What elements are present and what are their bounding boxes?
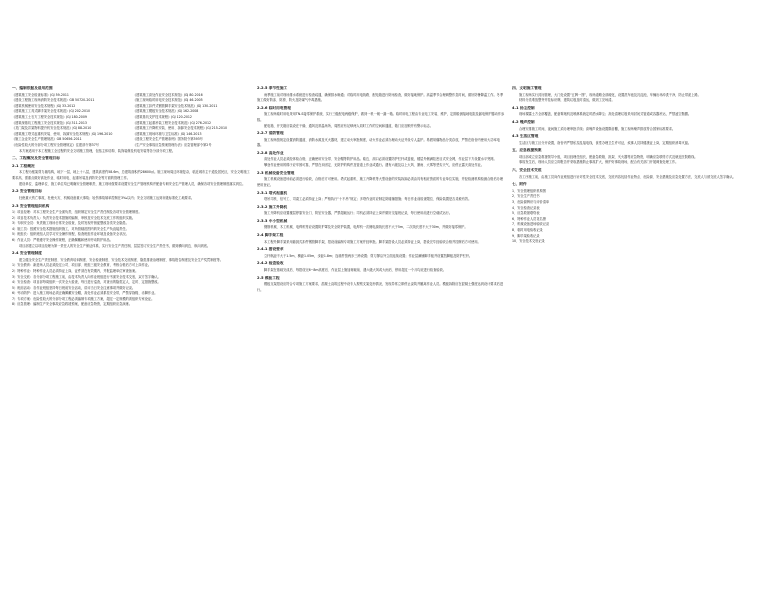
attachment-item: 9、脚手架验收记录 — [512, 233, 540, 238]
subsection-heading: 2.3 安全管理组织机构 — [12, 203, 50, 208]
paragraph: 立杆纵距不大于1.5m，横距1.05m，步距1.8m；连墙件按两步三跨设置；剪刀撑沿外立面连续设置；作业层满铺脚手板并设置挡脚板及防护栏杆。 — [264, 253, 473, 258]
section-heading: 七、附件 — [512, 182, 527, 187]
paragraph: 施工现场实行封闭管理，大门处设置“五牌一图”，现场道路全部硬化，设置洗车池及沉淀池，车辆出场冲洗干净，防止带泥上路。 — [519, 92, 701, 97]
standard-item: 《建设工程安全生产管理条例》国务院令第393号 — [133, 137, 203, 142]
standard-item: 《建筑施工升降机安装、使用、拆卸安全技术规程》JGJ 215-2010 — [133, 126, 228, 131]
section-heading: 2.4 脚手架工程 — [257, 233, 284, 238]
measure-item: 2）特种作业：特种作业人员必须持证上岗，证件须在有效期内，并报监理单位审查备案。 — [12, 268, 139, 273]
attachment-item: 1、安全管理组织机构图 — [512, 188, 546, 193]
org-item: 4）施工员：按照安全技术措施组织施工，对所管辖范围内的安全生产负直接责任。 — [12, 226, 129, 231]
section-heading: 一、编制依据及适用范围 — [12, 86, 53, 91]
subsection-heading: 2.2.5 季节性施工 — [257, 86, 288, 91]
standard-item: 《建筑施工高处作业安全技术规范》JGJ 80-2016 — [133, 92, 203, 97]
document-column-middle — [257, 84, 505, 293]
paragraph: 杜绝重大伤亡事故，杜绝火灾、机械设备重大事故；轻伤事故频率控制在3‰以内；安全文明施工达到市级标准化工地要求。 — [19, 195, 195, 200]
section-heading: 六、安全技术交底 — [512, 168, 542, 173]
attachment-item: 2、安全生产责任书 — [512, 194, 540, 199]
subsection-heading: 2.3.2 施工升降机 — [257, 204, 288, 209]
org-item: 3）专职安全员：负责施工现场日常安全检查，及时发现并督促整改各类安全隐患。 — [12, 221, 129, 226]
standard-item: 《建筑施工起重吊装工程安全技术规范》JGJ 276-2012 — [133, 120, 212, 125]
standard-item: 《生产安全事故应急预案管理办法》应急管理部令第2号 — [133, 142, 212, 147]
attachment-item: 6、特种作业人员花名册 — [512, 216, 546, 221]
paragraph: 项目部建立以项目经理为第一责任人的安全生产保证体系，实行安全生产责任制，层层签订安全生产责任书，做到横向到边、纵向到底。 — [19, 243, 211, 248]
section-heading: 2.5 模板工程 — [257, 275, 280, 280]
standard-item: 《建筑施工工具式脚手架安全技术规范》JGJ 202-2010 — [12, 109, 91, 114]
subsection-heading: 2.2.7 消防管理 — [257, 131, 284, 136]
subsection-heading: 2.4.1 搭设要求 — [257, 247, 284, 252]
measure-item: 5）班前活动：各作业班组坚持每日班前安全活动，讲评当日安全注意事项并做好记录。 — [12, 285, 136, 290]
document-column-right — [512, 84, 750, 245]
standard-item: 《建筑施工扣件式钢管脚手架安全技术规范》JGJ 130-2011 — [133, 103, 218, 108]
paragraph: 本工程外脚手架采用悬挑式扣件钢管脚手架，搭设前编制专项施工方案并经审批。脚手架搭设人员必须持证上岗，搭设完毕经验收合格并挂牌后方可使用。 — [264, 239, 481, 244]
subsection-heading: 2.4.2 检查验收 — [257, 261, 284, 266]
standard-item: 《建筑机械使用安全技术规程》JGJ 33-2012 — [12, 103, 76, 108]
paragraph: 施工升降机应设置楼层停靠安全门、防坠安全器，严禁超载运行；司机必须持证上岗并做好交接班记录，每日使用前进行空载试运行。 — [264, 211, 453, 216]
measure-item: 7）专项方案：危险性较大的分部分项工程必须编制专项施工方案，超过一定规模的须组织专家论证。 — [12, 296, 155, 301]
paragraph: 本方案适用于本工程施工全过程的安全文明施工管理，包括主体结构、装饰装修及机电安装等各分部分项工程。 — [19, 148, 176, 153]
subsection-heading: 4.3 生活区管理 — [512, 134, 539, 139]
paragraph: 攀登作业使用的梯子应牢固可靠，严禁在未固定、无防护的构件及管道上作业或通行。遇有六级及以上大风、暴雨、大雾等恶劣天气，应停止露天高处作业。 — [264, 163, 484, 168]
attachment-item: 4、安全检查记录表 — [512, 205, 540, 210]
paragraph: 生活区与施工区分开设置，宿舍内严禁私拉乱接电线，食堂办理卫生许可证，炊事人员持健康证上岗，定期组织消毒灭鼠。 — [519, 140, 692, 145]
org-item: 1）项目经理：对本工程安全生产全面负责，组织制定安全生产责任制及各项安全管理制度。 — [12, 210, 142, 214]
standards-list — [12, 93, 250, 149]
subsection-heading: 2.4 安全管理制度 — [12, 251, 42, 256]
subsection-heading: 4.1 扬尘控制 — [512, 105, 535, 110]
standard-item: 《建设工程施工现场消防安全技术规范》GB 50720-2011 — [12, 98, 95, 103]
section-heading: 2.3 机械设备安全管理 — [257, 170, 295, 175]
org-item: 5）班组长：组织班组人员学习安全操作规程，检查班组作业环境及设备安全状况。 — [12, 232, 129, 237]
standard-item: 《建筑基坑支护技术规程》JGJ 120-2012 — [133, 114, 192, 119]
measure-item: 3）安全交底：各分部分项工程施工前，由技术负责人向作业班组进行书面安全技术交底，双方签字确认。 — [12, 274, 161, 279]
subsection-heading: 2.3.1 塔式起重机 — [257, 190, 288, 195]
paragraph: 模板支架搭设应符合专项施工方案要求，混凝土浇筑过程中设专人观察支架变形情况，发现异常立即停止浇筑并撤离作业人员。模板拆除应在混凝土强度达到设计要求后进行。 — [257, 282, 504, 292]
paragraph: 钢筋机械、木工机械、电焊机等应设置防护罩及安全防护装置，电焊机一次侧电源线长度不大于5m，二次线长度不大于30m，并做好接零保护。 — [264, 225, 468, 230]
standard-item: 《建筑施工塔式起重机安装、使用、拆卸安全技术规程》JGJ 196-2010 — [12, 131, 113, 136]
attachment-item: 8、临时用电验收记录 — [512, 227, 543, 232]
measure-item: 6）劳动防护：进入施工现场必须正确佩戴安全帽，高处作业必须系挂安全带，严禁穿拖鞋、赤脚作业。 — [12, 291, 158, 296]
standard-item: 《建筑深基坑工程施工安全技术规范》JGJ 311-2013 — [12, 120, 87, 125]
attachment-item: 7、机械设备进场验收记录 — [512, 222, 550, 227]
subsection-heading: 2.3.3 中小型机械 — [257, 218, 288, 223]
subsection-heading: 2.2.8 高处作业 — [257, 151, 284, 156]
paragraph: 雨季施工前对现场排水系统进行检查疏通，确保排水畅通；对临时用电线路、配电箱进行防雨检查，做好接地保护。高温季节合理调整作息时间，做好防暑降温工作。冬季施工做好防冻、防滑、防火及防煤气中毒措施。 — [257, 92, 504, 103]
paragraph: 现场裸露土方全部覆盖，配备雾炮机及喷淋系统定时洒水降尘；高处清理垃圾采用封闭式管道或容器吊运，严禁凌空抛撒。 — [519, 112, 692, 117]
subsection-heading: 4.2 噪声控制 — [512, 120, 535, 125]
section-heading: 二、工程概况及安全管理目标 — [12, 156, 60, 161]
document-column-left — [12, 84, 250, 308]
standard-item: 《龙门架及井架物料提升机安全技术规范》JGJ 88-2010 — [12, 126, 92, 131]
paragraph: 施工现场按规定设置消防通道、消防水源及灭火器材，建立动火审批制度，动火作业必须办理动火证并设专人监护。易燃易爆物品分类存放，严禁在宿舍内使用大功率电器。 — [257, 137, 500, 148]
standard-item: 《建筑施工安全检查标准》JGJ 59-2011 — [12, 92, 69, 97]
standard-item: 《施工现场临时用电安全技术规范》JGJ 46-2005 — [133, 98, 203, 103]
attachment-item: 3、危险源辨识与评价清单 — [512, 199, 550, 204]
paragraph: 本工程为框架剪力墙结构，地下一层，地上十八层，建筑高度约58.6m，总建筑面积约28600㎡。施工现场周边环境复杂，临近城市主干道及居民区，安全文明施工要求高，需重点做好高处作业、临时用电、起重吊装及消防安全等方面的管理工作。 — [12, 170, 250, 181]
attachment-item: 10、安全技术交底记录 — [512, 239, 545, 244]
paragraph: 建立健全安全生产责任制度、安全教育培训制度、安全检查制度、安全技术交底制度、隐患排查治理制度、事故报告制度及安全生产奖罚制度等。 — [19, 257, 223, 262]
measure-item: 1）安全教育：新进场人员必须经过公司、项目部、班组三级安全教育，考核合格后方可上岗作业。 — [12, 263, 152, 268]
org-item: 2）项目技术负责人：负责安全技术措施的编制、审核及安全技术交底工作的组织实施。 — [12, 215, 136, 220]
attachment-item: 5、应急救援联络表 — [512, 211, 540, 216]
paragraph: 材料分类堆放整齐并挂标识牌，建筑垃圾及时清运，做到工完场清。 — [519, 98, 615, 103]
standard-item: 《建筑施工现场环境与卫生标准》JGJ 146-2013 — [133, 131, 202, 136]
standard-item: 《建筑施工模板安全技术规范》JGJ 162-2008 — [133, 109, 199, 114]
paragraph: 合理安排施工时间，夜间施工须办理审批手续；高噪声设备设置隔音棚，施工现场噪声排放符合国家标准要求。 — [519, 126, 676, 131]
org-item: 6）作业人员：严格遵守安全操作规程，正确佩戴和使用劳动防护用品。 — [12, 237, 113, 242]
paragraph: 高处作业人员必须经体检合格，正确使用安全带、安全帽等防护用品。临边、洞口必须设置防护栏杆或盖板，楼层外侧满挂密目式安全网，作业层下方设置水平兜网。 — [264, 157, 497, 162]
paragraph: 塔吊司机、信号工、司索工必须持证上岗；严格执行“十不吊”规定；多塔作业时应制定防碰撞措施；每日作业前检查限位、保险装置是否灵敏有效。 — [264, 197, 472, 201]
subsection-heading: 2.1 工程概况 — [12, 164, 35, 169]
subsection-heading: 2.2 安全管理目标 — [12, 189, 42, 194]
section-heading: 四、文明施工管理 — [512, 86, 542, 91]
measure-item: 8）应急管理：编制生产安全事故应急救援预案，配备应急物资，定期组织应急演练。 — [12, 302, 132, 307]
subsection-heading: 2.2.6 临时用电管理 — [257, 105, 291, 110]
standard-item: 《建筑施工土石方工程安全技术规范》JGJ 180-2009 — [12, 114, 87, 119]
paragraph: 各工序施工前，由施工员向作业班组进行针对性安全技术交底，交底内容包括作业特点、危险源、安全措施及应急处置方法，交底人与被交底人签字确认。 — [519, 174, 736, 179]
paragraph: 脚手架在基础完成后、每搭设完6~8m高度后、作业层上施加荷载前、遇六级大风或大雨后、停用超过一个月均应进行检查验收。 — [264, 267, 446, 272]
paragraph: 施工现场临时用电采用TN-S接零保护系统，实行三级配电两级保护，做到一机一闸一漏一箱。临时用电工程由专业电工安装、维护，定期检测接地电阻及漏电保护器动作参数。 — [257, 112, 505, 122]
standard-item: 《危险性较大的分部分项工程安全管理规定》住建部令第37号 — [12, 142, 99, 147]
paragraph: 项目部成立应急救援领导小组，项目经理任组长，配备急救箱、担架、灭火器等应急物资，明确应急联络方式及就近医院路线。 — [519, 154, 698, 159]
paragraph: 事故发生后，现场人员应立即报告并采取措施防止事故扩大，保护好事故现场，配合有关部门开展调查处理工作。 — [519, 160, 679, 165]
standard-item: 《施工企业安全生产管理规范》GB 50656-2011 — [12, 137, 82, 142]
paragraph: 施工机械设备进场前必须进行验收，合格后方可使用。塔式起重机、施工升降机等大型设备的安装拆卸必须由具有相应资质的专业单位实施，并经检测机构检测合格后办理使用登记。 — [257, 177, 504, 187]
paragraph: 配电箱、开关箱应装设在干燥、通风及常温场所，周围应有足够两人同时工作的空间和通道，箱门应加锁并有警示标志。 — [264, 123, 433, 128]
measure-item: 4）安全检查：项目部每周组织一次安全大检查，每日进行巡查，对查出的隐患定人、定时、定措施整改。 — [12, 280, 161, 285]
paragraph: 建设单位、监理单位、施工单位均已明确安全管理职责，施工现场按要求设置安全生产管理机构并配备专职安全生产管理人员，确保各项安全管理制度落实到位。 — [19, 181, 246, 186]
section-heading: 五、应急救援预案 — [512, 148, 542, 153]
